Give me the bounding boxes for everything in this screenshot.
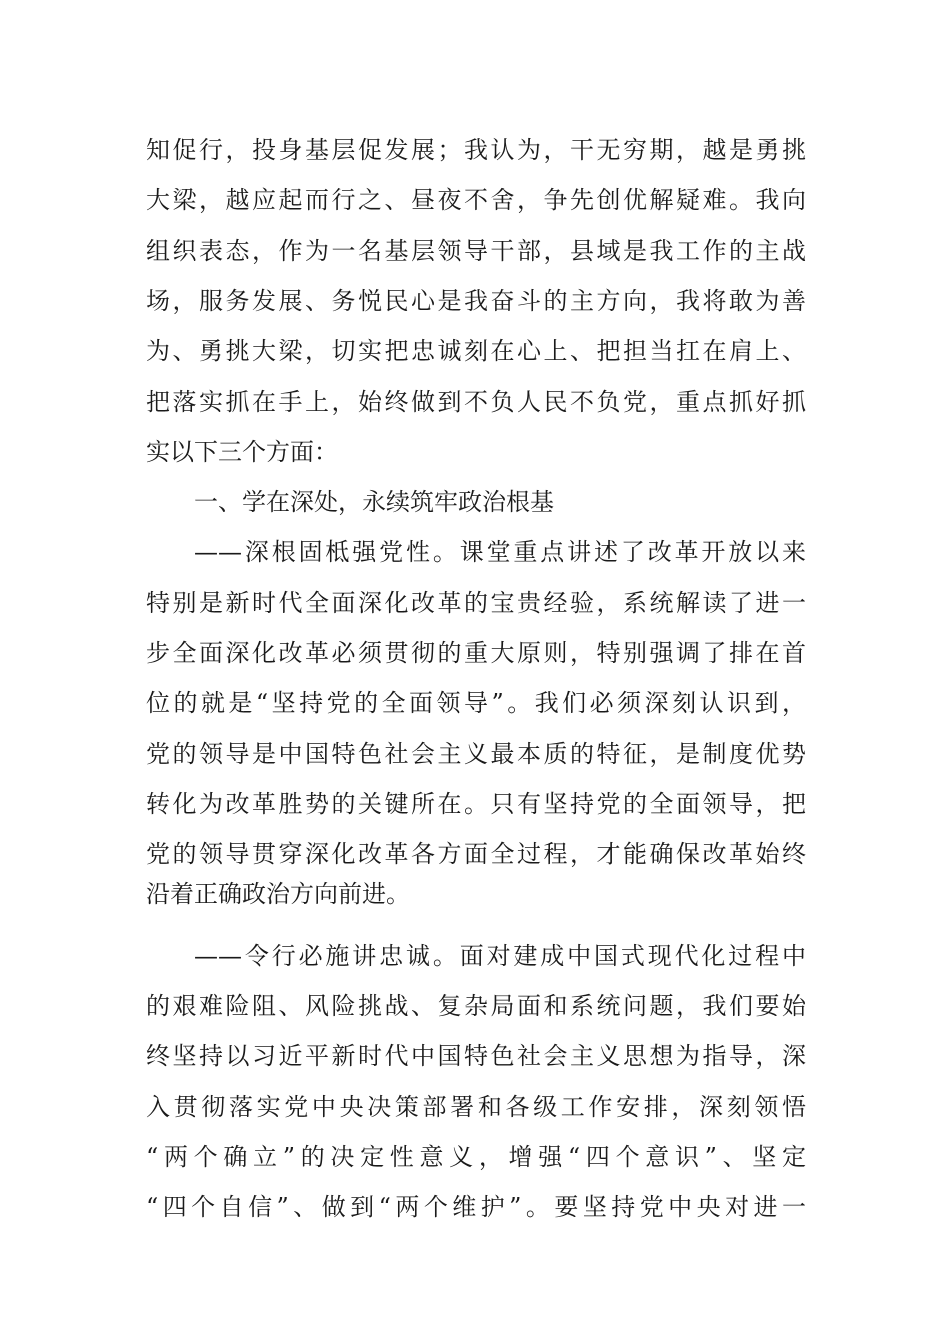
text-line: 组织表态，作为一名基层领导干部，县域是我工作的主战 <box>146 237 806 265</box>
text-line: 知促行，投身基层促发展；我认为，干无穷期，越是勇挑 <box>146 136 806 164</box>
text-line: 沿着正确政治方向前进。 <box>146 880 410 908</box>
text-line: 实以下三个方面： <box>146 438 338 466</box>
text-line: 的艰难险阻、风险挑战、复杂局面和系统问题，我们要始 <box>146 992 806 1020</box>
text-line: 党的领导是中国特色社会主义最本质的特征，是制度优势 <box>146 740 806 768</box>
text-line: 大梁，越应起而行之、昼夜不舍，争先创优解疑难。我向 <box>146 186 806 214</box>
text-line: 位的就是“坚持党的全面领导”。我们必须深刻认识到， <box>146 689 806 717</box>
text-line: 场，服务发展、务悦民心是我奋斗的主方向，我将敢为善 <box>146 287 806 315</box>
text-line: “四个自信”、做到“两个维护”。要坚持党中央对进一 <box>146 1193 806 1221</box>
text-line: 党的领导贯穿深化改革各方面全过程，才能确保改革始终 <box>146 840 806 868</box>
text-line: 转化为改革胜势的关键所在。只有坚持党的全面领导，把 <box>146 790 806 818</box>
text-line: “两个确立”的决定性意义，增强“四个意识”、坚定 <box>146 1143 806 1171</box>
text-line: 入贯彻落实党中央决策部署和各级工作安排，深刻领悟 <box>146 1093 806 1121</box>
paragraph-first-line: ——令行必施讲忠诚。面对建成中国式现代化过程中 <box>194 942 806 970</box>
text-line: 终坚持以习近平新时代中国特色社会主义思想为指导，深 <box>146 1042 806 1070</box>
text-line: 特别是新时代全面深化改革的宝贵经验，系统解读了进一 <box>146 589 806 617</box>
text-line: 步全面深化改革必须贯彻的重大原则，特别强调了排在首 <box>146 639 806 667</box>
text-line: 为、勇挑大梁，切实把忠诚刻在心上、把担当扛在肩上、 <box>146 337 806 365</box>
section-heading: 一、学在深处，永续筑牢政治根基 <box>194 488 554 516</box>
paragraph-first-line: ——深根固柢强党性。课堂重点讲述了改革开放以来 <box>194 538 806 566</box>
text-line: 把落实抓在手上，始终做到不负人民不负党，重点抓好抓 <box>146 388 806 416</box>
